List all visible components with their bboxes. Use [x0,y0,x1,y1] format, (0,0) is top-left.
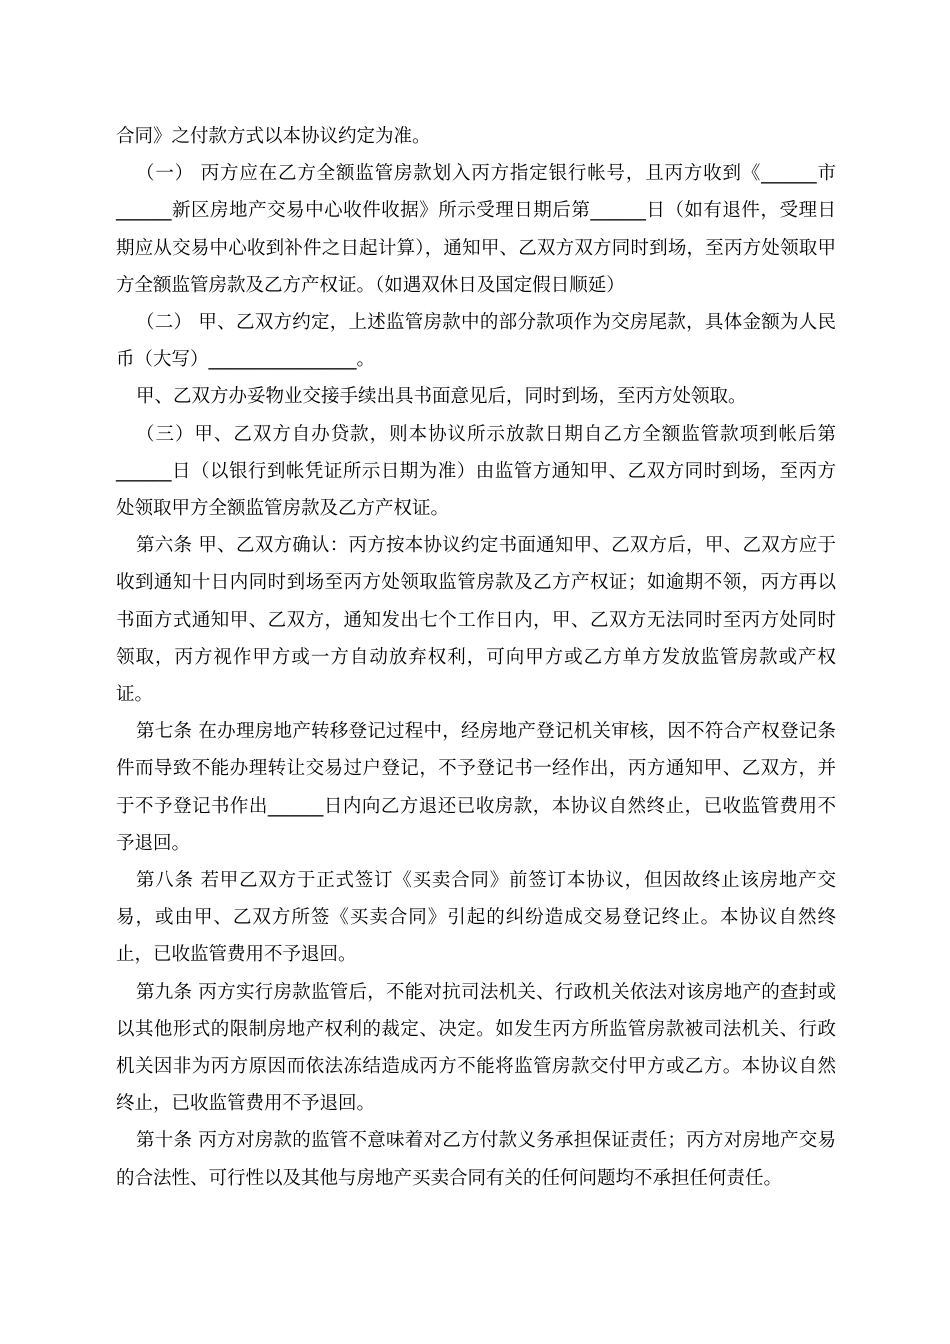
document-body [116,118,836,1197]
paragraph-article-9: 第九条 丙方实行房款监管后，不能对抗司法机关、行政机关依法对该房地产的查封或以其他形式的限制房地产权利的裁定、决定。如发生丙方所监管房款被司法机关、行政机关因非为丙方原因而依法冻结造成丙方不能将监管房款交付甲方或乙方。本协议自然终止，已收监管费用不予退回。 [116,981,836,1115]
paragraph-article-6: 第六条 甲、乙双方确认：丙方按本协议约定书面通知甲、乙双方后，甲、乙双方应于收到通知十日内同时到场至丙方处领取监管房款及乙方产权证；如逾期不领，丙方再以书面方式通知甲、乙双方，通知发出七个工作日内，甲、乙双方无法同时至丙方处同时领取，丙方视作甲方或一方自动放弃权利，可向甲方或乙方单方发放监管房款或产权证。 [116,535,836,706]
paragraph-clause-1: （一） 丙方应在乙方全额监管房款划入丙方指定银行帐号，且丙方收到《______市______新区房地产交易中心收件收据》所示受理日期后第______日（如有退件，受理日期应从交易中心收到补件之日起计算），通知甲、乙双方双方同时到场，至丙方处领取甲方全额监管房款及乙方产权证。（如遇双休日及国定假日顺延） [116,163,836,296]
paragraph-handover: 甲、乙双方办妥物业交接手续出具书面意见后，同时到场，至丙方处领取。 [136,386,747,408]
paragraph-article-8: 第八条 若甲乙双方于正式签订《买卖合同》前签订本协议，但因故终止该房地产交易，或由甲、乙双方所签《买卖合同》引起的纠纷造成交易登记终止。本协议自然终止，已收监管费用不予退回。 [116,870,836,966]
paragraph-clause-2: （二） 甲、乙双方约定，上述监管房款中的部分款项作为交房尾款，具体金额为人民币（大写）________________。 [116,312,836,371]
paragraph-continuation: 合同》之付款方式以本协议约定为准。 [116,126,431,147]
paragraph-article-7: 第七条 在办理房地产转移登记过程中，经房地产登记机关审核，因不符合产权登记条件而导致不能办理转让交易过户登记，不予登记书一经作出，丙方通知甲、乙双方，并于不予登记书作出______日内向乙方退还已收房款，本协议自然终止，已收监管费用不予退回。 [116,721,836,854]
paragraph-clause-3: （三）甲、乙双方自办贷款，则本协议所示放款日期自乙方全额监管款项到帐后第______日（以银行到帐凭证所示日期为准）由监管方通知甲、乙双方同时到场，至丙方处领取甲方全额监管房款及乙方产权证。 [116,423,836,520]
paragraph-article-10: 第十条 丙方对房款的监管不意味着对乙方付款义务承担保证责任；丙方对房地产交易的合法性、可行性以及其他与房地产买卖合同有关的任何问题均不承担任何责任。 [116,1130,836,1189]
